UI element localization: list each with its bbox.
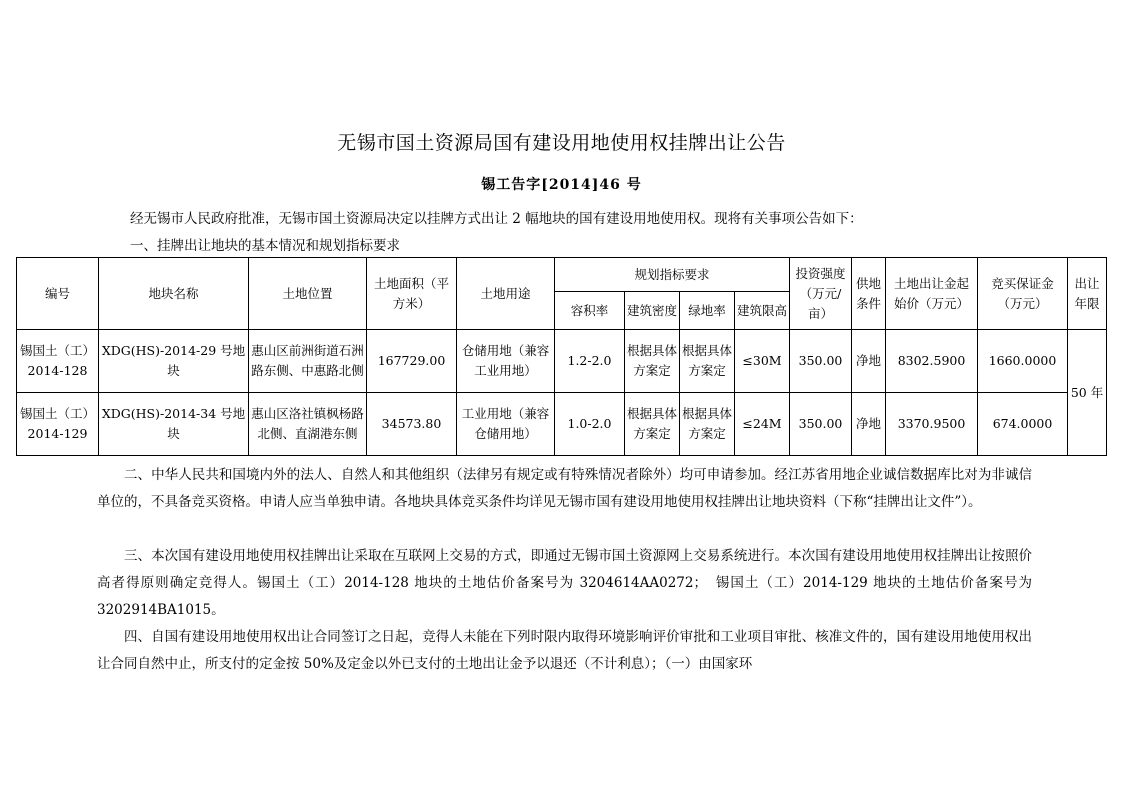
- header-height: 建筑限高: [735, 292, 790, 330]
- cell-far: 1.2-2.0: [555, 330, 625, 393]
- header-start-price: 土地出让金起始价（万元）: [886, 258, 978, 330]
- header-area: 土地面积（平方米）: [367, 258, 457, 330]
- cell-investment: 350.00: [790, 393, 852, 456]
- cell-far: 1.0-2.0: [555, 393, 625, 456]
- cell-investment: 350.00: [790, 330, 852, 393]
- cell-use: 工业用地（兼容仓储用地）: [457, 393, 555, 456]
- header-far: 容积率: [555, 292, 625, 330]
- cell-code: 锡国土（工）2014-128: [17, 330, 99, 393]
- document-number: 锡工告字[2014]46 号: [481, 177, 642, 193]
- cell-use: 仓储用地（兼容工业用地）: [457, 330, 555, 393]
- cell-deposit: 674.0000: [978, 393, 1068, 456]
- cell-height: ≤24M: [735, 393, 790, 456]
- section1-heading: 一、挂牌出让地块的基本情况和规划指标要求: [130, 238, 400, 254]
- table-row: [17, 330, 1107, 393]
- cell-location: 惠山区洛社镇枫杨路北侧、直湖港东侧: [249, 393, 367, 456]
- cell-parcel-name: XDG(HS)-2014-29 号地块: [99, 330, 249, 393]
- header-parcel-name: 地块名称: [99, 258, 249, 330]
- table-header-row: [17, 258, 1107, 292]
- cell-area: 34573.80: [367, 393, 457, 456]
- cell-height: ≤30M: [735, 330, 790, 393]
- header-planning: 规划指标要求: [555, 258, 790, 292]
- header-green: 绿地率: [680, 292, 735, 330]
- paragraph-eligibility: 二、中华人民共和国境内外的法人、自然人和其他组织（法律另有规定或有特殊情况者除外）均可申请参加。经江苏省用地企业诚信数据库比对为非诚信单位的，不具备竞买资格。申请人应当单独申请。各地块具体竞买条件均详见无锡市国有建设用地使用权挂牌出让地块资料（下称“挂牌出让文件”）。: [97, 467, 1032, 510]
- cell-supply: 净地: [852, 330, 886, 393]
- header-use: 土地用途: [457, 258, 555, 330]
- cell-green: 根据具体方案定: [680, 393, 735, 456]
- land-parcel-table: [16, 257, 1107, 456]
- cell-code: 锡国土（工）2014-129: [17, 393, 99, 456]
- document-title: 无锡市国土资源局国有建设用地使用权挂牌出让公告: [337, 132, 786, 154]
- cell-location: 惠山区前洲街道石洲路东侧、中惠路北侧: [249, 330, 367, 393]
- header-density: 建筑密度: [625, 292, 680, 330]
- cell-term: 50 年: [1068, 330, 1107, 456]
- cell-density: 根据具体方案定: [625, 393, 680, 456]
- cell-supply: 净地: [852, 393, 886, 456]
- cell-area: 167729.00: [367, 330, 457, 393]
- cell-green: 根据具体方案定: [680, 330, 735, 393]
- cell-deposit: 1660.0000: [978, 330, 1068, 393]
- header-term: 出让年限: [1068, 258, 1107, 330]
- intro-paragraph: 经无锡市人民政府批准，无锡市国土资源局决定以挂牌方式出让 2 幅地块的国有建设用地使用权。现将有关事项公告如下：: [130, 211, 863, 227]
- paragraph-contract-terms: 四、自国有建设用地使用权出让合同签订之日起，竞得人未能在下列时限内取得环境影响评价审批和工业项目审批、核准文件的，国有建设用地使用权出让合同自然中止，所支付的定金按 50%及定金以外已支付的土地出让金予以退还（不计利息）；（一）由国家环: [97, 629, 1032, 672]
- header-code: 编号: [17, 258, 99, 330]
- cell-start-price: 8302.5900: [886, 330, 978, 393]
- header-investment: 投资强度（万元/亩）: [790, 258, 852, 330]
- cell-parcel-name: XDG(HS)-2014-34 号地块: [99, 393, 249, 456]
- header-location: 土地位置: [249, 258, 367, 330]
- cell-start-price: 3370.9500: [886, 393, 978, 456]
- header-deposit: 竞买保证金（万元）: [978, 258, 1068, 330]
- header-supply: 供地条件: [852, 258, 886, 330]
- cell-density: 根据具体方案定: [625, 330, 680, 393]
- table-row: [17, 393, 1107, 456]
- paragraph-online-trading: 三、本次国有建设用地使用权挂牌出让采取在互联网上交易的方式，即通过无锡市国土资源网上交易系统进行。本次国有建设用地使用权挂牌出让按照价高者得原则确定竞得人。锡国土（工）2014-128 地块的土地估价备案号为 3204614AA0272； 锡国土（工）2014-129 地块的土地估价备案号为 3202914BA1015。: [97, 548, 1032, 618]
